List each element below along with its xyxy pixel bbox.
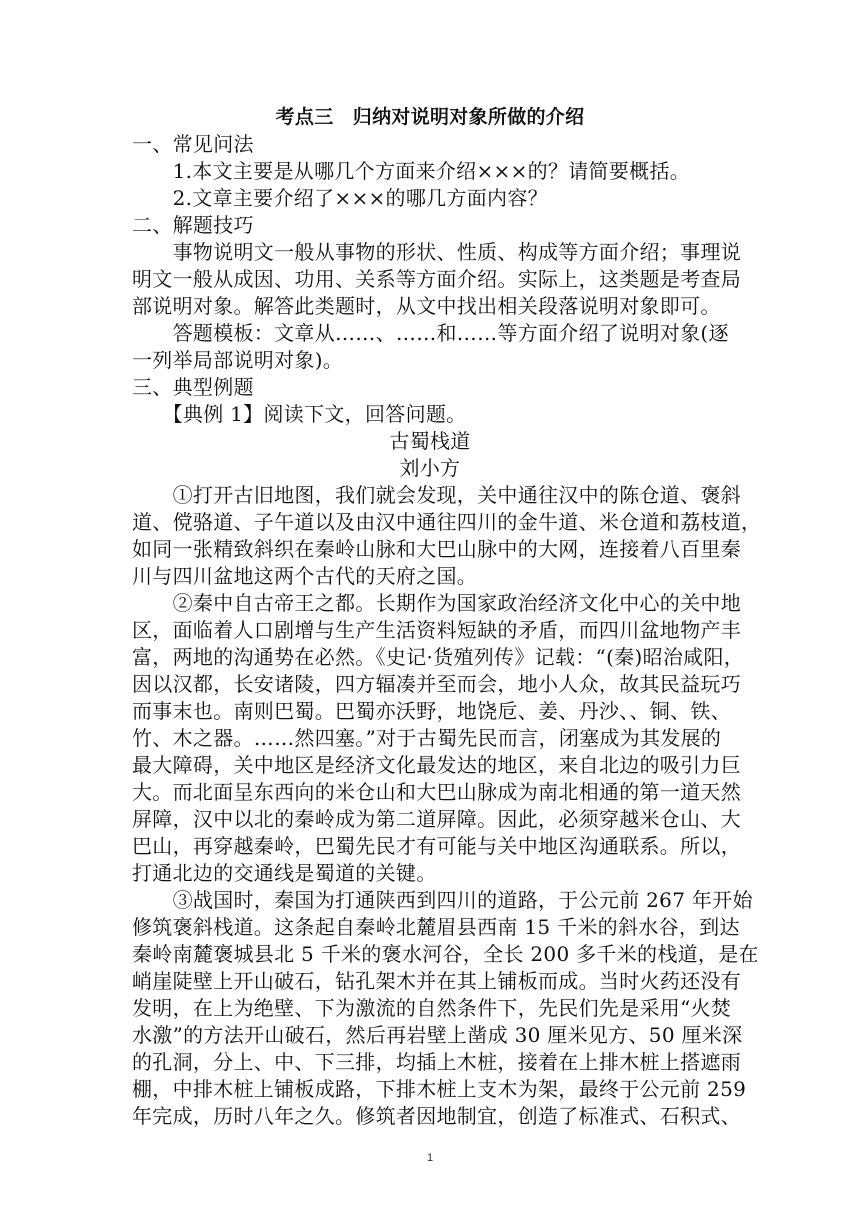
article-line: 大。而北面呈东西向的米仓山和大巴山脉成为南北相通的第一道天然 (132, 780, 741, 804)
article-line: 峭崖陡壁上开山破石，钻孔架木并在其上铺板而成。当时火药还没有 (132, 969, 741, 993)
article-line: 道、傥骆道、子午道以及由汉中通往四川的金牛道、米仓道和荔枝道， (132, 510, 762, 534)
article-line: 区，面临着人口剧增与生产生活资料短缺的矛盾，而四川盆地物产丰 (132, 618, 741, 642)
article-title: 古蜀栈道 (389, 429, 471, 453)
paragraph-line: 一列举局部说明对象)。 (132, 348, 344, 372)
paragraph-line: 明文一般从成因、功用、关系等方面介绍。实际上，这类题是考查局 (132, 267, 741, 291)
example-label: 【典例 1】阅读下文，回答问题。 (132, 402, 467, 426)
article-line: 巴山，再穿越秦岭，巴蜀先民才有可能与关中地区沟通联系。所以， (132, 834, 741, 858)
page-number: 1 (426, 1152, 434, 1164)
article-line: 而事末也。南则巴蜀。巴蜀亦沃野，地饶卮、姜、丹沙、、铜、铁、 (132, 699, 731, 723)
article-line: 发明，在上为绝壁、下为激流的自然条件下，先民们先是采用“火焚 (132, 996, 732, 1020)
question-item: 1.本文主要是从哪几个方面来介绍×××的？请简要概括。 (132, 159, 691, 183)
article-line: 秦岭南麓褒城县北 5 千米的褒水河谷，全长 200 多千米的栈道，是在 (132, 942, 759, 966)
article-line: ①打开古旧地图，我们就会发现，关中通往汉中的陈仓道、褒斜 (132, 483, 741, 507)
article-line: ③战国时，秦国为打通陕西到四川的道路，于公元前 267 年开始 (132, 888, 753, 912)
article-line: 川与四川盆地这两个古代的天府之国。 (132, 564, 478, 588)
article-line: 最大障碍，关中地区是经济文化最发达的地区，来自北边的吸引力巨 (132, 753, 741, 777)
article-line: 因以汉都，长安诸陵，四方辐凑并至而会，地小人众，故其民益玩巧 (132, 672, 741, 696)
section-heading: 三、典型例题 (132, 375, 254, 399)
article-line: ②秦中自古帝王之都。长期作为国家政治经济文化中心的关中地 (132, 591, 741, 615)
article-author: 刘小方 (399, 456, 461, 480)
article-line: 如同一张精致斜织在秦岭山脉和大巴山脉中的大网，连接着八百里秦 (132, 537, 741, 561)
article-line: 的孔洞，分上、中、下三排，均插上木桩，接着在上排木桩上搭遮雨 (132, 1050, 741, 1074)
question-item: 2.文章主要介绍了×××的哪几方面内容？ (132, 186, 548, 210)
article-line: 竹、木之器。……然四塞。”对于古蜀先民而言，闭塞成为其发展的 (132, 726, 722, 750)
section-heading: 一、常见问法 (132, 132, 254, 156)
section-heading: 二、解题技巧 (132, 213, 254, 237)
article-line: 修筑褒斜栈道。这条起自秦岭北麓眉县西南 15 千米的斜水谷，到达 (132, 915, 740, 939)
article-line: 年完成，历时八年之久。修筑者因地制宜，创造了标准式、石积式、 (132, 1104, 741, 1128)
page-title: 考点三 归纳对说明对象所做的介绍 (275, 106, 585, 128)
paragraph-line: 部说明对象。解答此类题时，从文中找出相关段落说明对象即可。 (132, 294, 721, 318)
article-line: 打通北边的交通线是蜀道的关键。 (132, 861, 437, 885)
paragraph-line: 答题模板：文章从……、……和……等方面介绍了说明对象(逐 (132, 321, 729, 345)
paragraph-line: 事物说明文一般从事物的形状、性质、构成等方面介绍；事理说 (132, 240, 741, 264)
article-line: 富，两地的沟通势在必然。《史记·货殖列传》记载：“(秦)昭治咸阳， (132, 645, 745, 669)
article-line: 水激”的方法开山破石，然后再岩壁上凿成 30 厘米见方、50 厘米深 (132, 1023, 743, 1047)
article-line: 屏障，汉中以北的秦岭成为第二道屏障。因此，必须穿越米仓山、大 (132, 807, 741, 831)
article-line: 棚，中排木桩上铺板成路，下排木桩上支木为架，最终于公元前 259 (132, 1077, 747, 1101)
